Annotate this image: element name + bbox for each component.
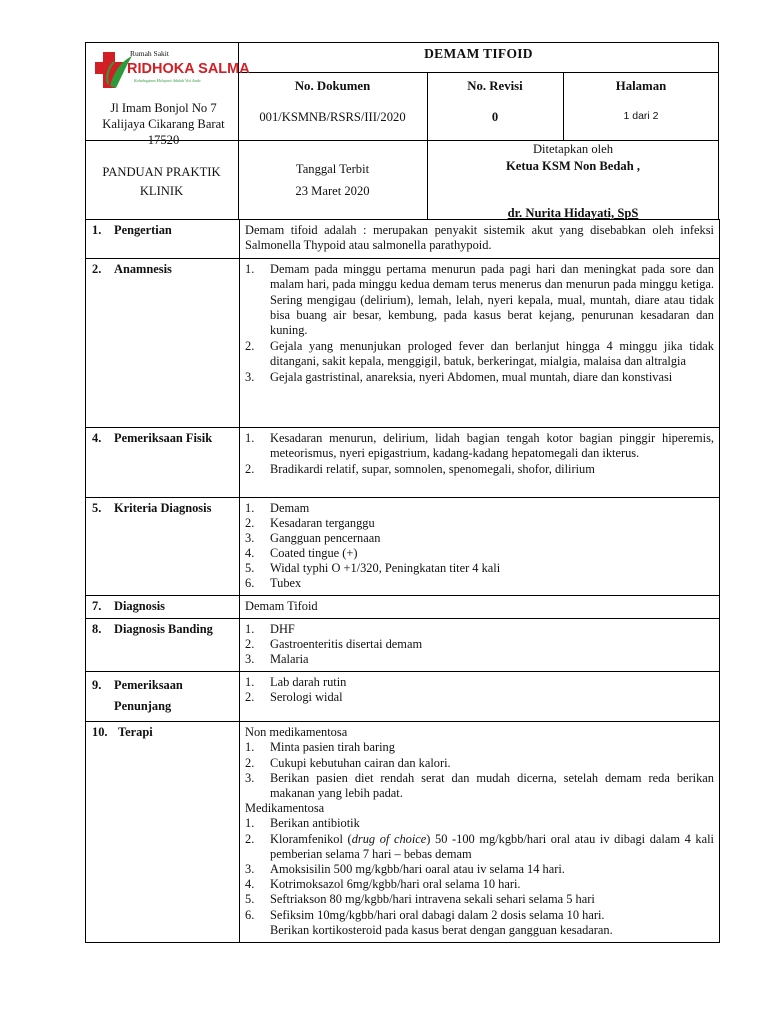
list-item: 3. Amoksisilin 500 mg/kgbb/hari oaral atau iv selama 14 hari. [245, 862, 565, 877]
ditetapkan-name: dr. Nurita Hidayati, SpS [507, 206, 639, 220]
no-revisi-value: 0 [491, 110, 499, 124]
kriteria-diagnosis-list [245, 501, 714, 591]
section-content [240, 722, 720, 943]
section-label: 10. Terapi [86, 722, 240, 943]
table-row [86, 497, 720, 595]
list-item: 2. Cukupi kebutuhan cairan dan kalori. [245, 755, 451, 770]
no-dokumen-value: 001/KSMNB/RSRS/III/2020 [259, 110, 406, 124]
medikamentosa-heading: Medikamentosa [245, 801, 325, 816]
document-type [85, 163, 238, 201]
section-content [240, 427, 720, 497]
list-item: 3. Berikan pasien diet rendah serat dan mudah dicerna, setelah demam reda berikan makanan yang lebih padat. [245, 770, 714, 801]
ditetapkan-role: Ketua KSM Non Bedah , [506, 159, 640, 173]
table-row [86, 619, 720, 672]
section-label: 1. Pengertian [86, 220, 240, 259]
list-item: 3. Gejala gastristinal, anareksia, nyeri Abdomen, mual muntah, diare dan konstivasi [245, 369, 673, 384]
section-content [240, 258, 720, 427]
guideline-table [85, 219, 720, 943]
address-line: Kalijaya Cikarang Barat [102, 117, 225, 131]
document-title: DEMAM TIFOID [424, 46, 533, 61]
hospital-logo [94, 44, 250, 94]
halaman-label: Halaman [615, 79, 667, 93]
list-item: 2. Gejala yang menunjukan prologed fever dan berlanjut hingga 4 minggu jika tidak ditangani, sakit kepala, menggigil, batuk, berkeringat, mialgia, malaisa dan altralgia [245, 338, 714, 369]
table-row [86, 722, 720, 943]
pemeriksaan-penunjang-list [245, 675, 714, 705]
section-label: 2. Anamnesis [86, 258, 240, 427]
section-label: 7. Diagnosis [86, 595, 240, 618]
list-item: 1. Minta pasien tirah baring [245, 740, 395, 755]
tanggal-terbit-value: 23 Maret 2020 [295, 184, 370, 198]
document-type-line: KLINIK [139, 184, 184, 198]
list-item: 1. Kesadaran menurun, delirium, lidah bagian tengah kotor bagian pinggir hiperemis, meteorismus, nyeri epigastrium, kadang-kadang hepatomegali dan ikterus. [245, 430, 714, 461]
non-medikamentosa-heading: Non medikamentosa [245, 725, 348, 740]
section-content [240, 595, 720, 618]
section-label: 9. Pemeriksaan Penunjang [86, 672, 240, 722]
medikamentosa-list [245, 816, 714, 922]
no-revisi-label: No. Revisi [467, 79, 523, 93]
non-medikamentosa-list [245, 740, 714, 801]
halaman-value: 1 dari 2 [623, 110, 659, 122]
address-line: Jl Imam Bonjol No 7 [110, 101, 217, 115]
list-item: 1. Berikan antibiotik [245, 816, 360, 831]
logo-name: RIDHOKA SALMA [127, 61, 250, 77]
list-item: 2. Kesadaran terganggu [245, 515, 375, 530]
anamnesis-list [245, 262, 714, 385]
ditetapkan-block [427, 141, 719, 222]
list-item: 3. Gangguan pencernaan [245, 530, 381, 545]
tanggal-terbit-label: Tanggal Terbit [295, 162, 370, 176]
list-item: 2. Gastroenteritis disertai demam [245, 637, 423, 652]
list-item: 4. Kotrimoksazol 6mg/kgbb/hari oral selama 10 hari. [245, 877, 521, 892]
hospital-logo-graphic [94, 44, 250, 94]
diagnosis-text: Demam Tifoid [245, 598, 318, 613]
list-item: 3. Malaria [245, 652, 309, 667]
no-dokumen-label: No. Dokumen [294, 79, 371, 93]
list-item: 2. Kloramfenikol (drug of choice) 50 -100 mg/kgbb/hari oral atau iv dibagi dalam 4 kali pemberian selama 7 hari – bebas demam [245, 831, 714, 861]
address-line: 17520 [147, 133, 180, 147]
list-item: 5. Seftriakson 80 mg/kgbb/hari intravena sekali sehari selama 5 hari [245, 892, 595, 907]
section-content [240, 220, 720, 259]
pemeriksaan-fisik-list [245, 431, 714, 477]
logo-small-text: Rumah Sakit [130, 49, 169, 58]
table-row [86, 427, 720, 497]
table-row [86, 595, 720, 618]
section-content [240, 497, 720, 595]
list-item: 1. DHF [245, 622, 295, 637]
table-row [86, 220, 720, 259]
list-item: 1. Lab darah rutin [245, 675, 347, 690]
list-item: 5. Widal typhi O +1/320, Peningkatan titer 4 kali [245, 560, 501, 575]
logo-tagline: Kebahagiaan Melayani Adalah Visi Anda [134, 78, 201, 83]
list-item: 6. Sefiksim 10mg/kgbb/hari oral dabagi dalam 2 dosis selama 10 hari. [245, 907, 605, 922]
table-row [86, 258, 720, 427]
hospital-address [86, 100, 241, 148]
list-item: 2. Serologi widal [245, 690, 343, 705]
section-label: 8. Diagnosis Banding [86, 619, 240, 672]
list-item: 2. Bradikardi relatif, supar, somnolen, spenomegali, shofor, dilirium [245, 461, 595, 476]
drug-of-choice-note: drug of choice [351, 831, 427, 846]
pengertian-text: Demam tifoid adalah : merupakan penyakit sistemik akut yang disebabkan oleh infeksi Salmonella Thypoid atau salmonella parathypoid. [245, 223, 714, 253]
list-item: 6. Tubex [245, 575, 302, 590]
section-content [240, 619, 720, 672]
diagnosis-banding-list [245, 622, 714, 667]
tanggal-terbit [238, 158, 427, 202]
ditetapkan-label: Ditetapkan oleh [532, 142, 614, 156]
list-item: 4. Coated tingue (+) [245, 545, 358, 560]
section-content [240, 672, 720, 722]
section-label: 5. Kriteria Diagnosis [86, 497, 240, 595]
header-divider [238, 72, 719, 73]
document-type-line: PANDUAN PRAKTIK [102, 165, 221, 179]
table-row [86, 672, 720, 722]
kortikosteroid-note: Berikan kortikosteroid pada kasus berat dengan gangguan kesadaran. [270, 922, 613, 937]
list-item: 1. Demam pada minggu pertama menurun pada pagi hari dan meningkat pada sore dan malam hari, pada minggu kedua demam terus menerus dan menurun pada minggu ketiga. Sering mengigau (delirium), lemah, lelah, nyeri kepala, mual, muntah, diare atau tidak bisa buang air besar, kembung, pada kasus berat kejang, penurunan kesadaran dan kuning. [245, 261, 714, 338]
section-label: 4. Pemeriksaan Fisik [86, 427, 240, 497]
list-item: 1. Demam [245, 500, 310, 515]
